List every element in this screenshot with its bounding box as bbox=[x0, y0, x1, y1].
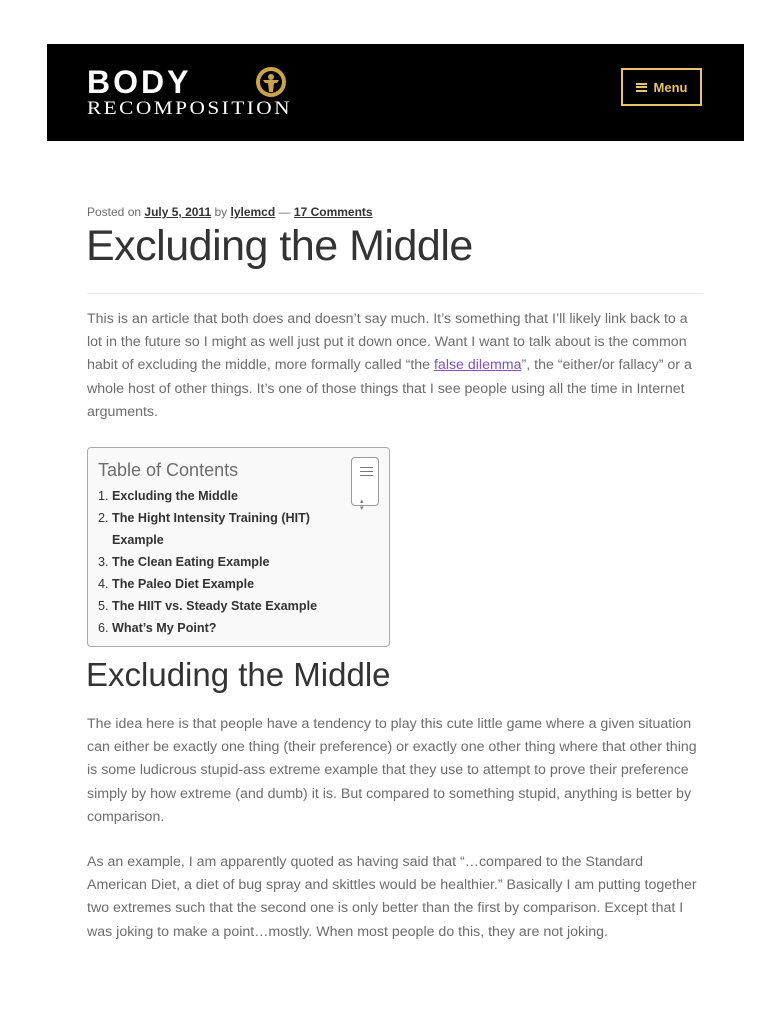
svg-text:RECOMPOSITION: RECOMPOSITION bbox=[87, 98, 292, 116]
toc-item-number: 2. bbox=[98, 511, 109, 525]
toc-list bbox=[98, 485, 379, 639]
comments-link[interactable]: 17 Comments bbox=[293, 205, 373, 219]
body-paragraph: The idea here is that people have a tendency to play this cute little game where a given situation can either be exactly one thing (their preference) or exactly one other thing where that other thing is some ludicrous stupid-ass extreme example that they use to attempt to prove their preference simply by how extreme (and dumb) it is. But compared to something stupid, anything is better by comparison. bbox=[87, 716, 697, 825]
post-date-link[interactable]: July 5, 2011 bbox=[144, 205, 212, 219]
body-paragraph: As an example, I am apparently quoted as having said that “…compared to the Standard American Diet, a diet of bug spray and skittles would be healthier.” Basically I am putting together two extremes such that the second one is only better than the first by comparison. Except that I was joking to make a point…mostly. When most people do this, they are not joking. bbox=[87, 854, 697, 940]
toc-item-number: 1. bbox=[98, 489, 109, 503]
toc-item-link[interactable]: The Paleo Diet Example bbox=[112, 577, 255, 591]
author-link[interactable]: lylemcd bbox=[230, 205, 276, 219]
table-of-contents bbox=[87, 447, 390, 647]
posted-on-label: Posted on bbox=[87, 205, 142, 219]
intro-text-after: ”, the “either/or fallacy” or a whole host of other things. It’s one of those things that I see people using all the time in Internet arguments. bbox=[87, 357, 692, 420]
false-dilemma-link[interactable]: false dilemma bbox=[433, 357, 522, 374]
menu-button-label: Menu bbox=[653, 79, 688, 95]
meta-separator: — bbox=[278, 205, 291, 219]
post-meta bbox=[87, 205, 373, 219]
menu-button[interactable] bbox=[621, 68, 702, 106]
body-recomposition-logo bbox=[87, 66, 293, 116]
toc-item-number: 3. bbox=[98, 555, 109, 569]
toc-item[interactable] bbox=[98, 485, 379, 507]
intro-text-before: This is an article that both does and doesn’t say much. It’s something that I’ll likely link back to a lot in the future so I might as well just put it down once. Want I want to talk about is the common habit of excluding the middle, more formally called “the bbox=[87, 311, 688, 374]
toc-item-number: 5. bbox=[98, 599, 109, 613]
toc-item-link[interactable]: The Clean Eating Example bbox=[112, 555, 270, 569]
toc-toggle-button[interactable] bbox=[351, 457, 379, 512]
toc-item[interactable] bbox=[98, 617, 379, 639]
site-logo[interactable] bbox=[87, 66, 293, 116]
hamburger-icon bbox=[636, 83, 647, 92]
toc-item[interactable] bbox=[98, 507, 379, 551]
toc-item[interactable] bbox=[98, 573, 379, 595]
site-header bbox=[47, 44, 744, 141]
intro-paragraph bbox=[87, 308, 705, 424]
toc-item-number: 6. bbox=[98, 621, 109, 635]
svg-text:BODY: BODY bbox=[87, 66, 192, 100]
section-heading: Excluding the Middle bbox=[86, 656, 391, 693]
page-title: Excluding the Middle bbox=[86, 222, 473, 270]
toc-title: Table of Contents bbox=[98, 460, 239, 480]
expand-arrows-icon: ▴ ▾ bbox=[360, 498, 364, 512]
toc-item-link[interactable]: The HIIT vs. Steady State Example bbox=[112, 599, 318, 613]
toc-item-link[interactable]: The Hight Intensity Training (HIT) Example bbox=[112, 511, 310, 547]
list-icon bbox=[360, 467, 373, 479]
toc-item-link[interactable]: What’s My Point? bbox=[112, 621, 217, 635]
toc-item-number: 4. bbox=[98, 577, 109, 591]
toc-item[interactable] bbox=[98, 551, 379, 573]
title-divider bbox=[87, 293, 703, 294]
toc-item-link[interactable]: Excluding the Middle bbox=[112, 489, 238, 503]
by-label: by bbox=[214, 205, 228, 219]
toc-item[interactable] bbox=[98, 595, 379, 617]
